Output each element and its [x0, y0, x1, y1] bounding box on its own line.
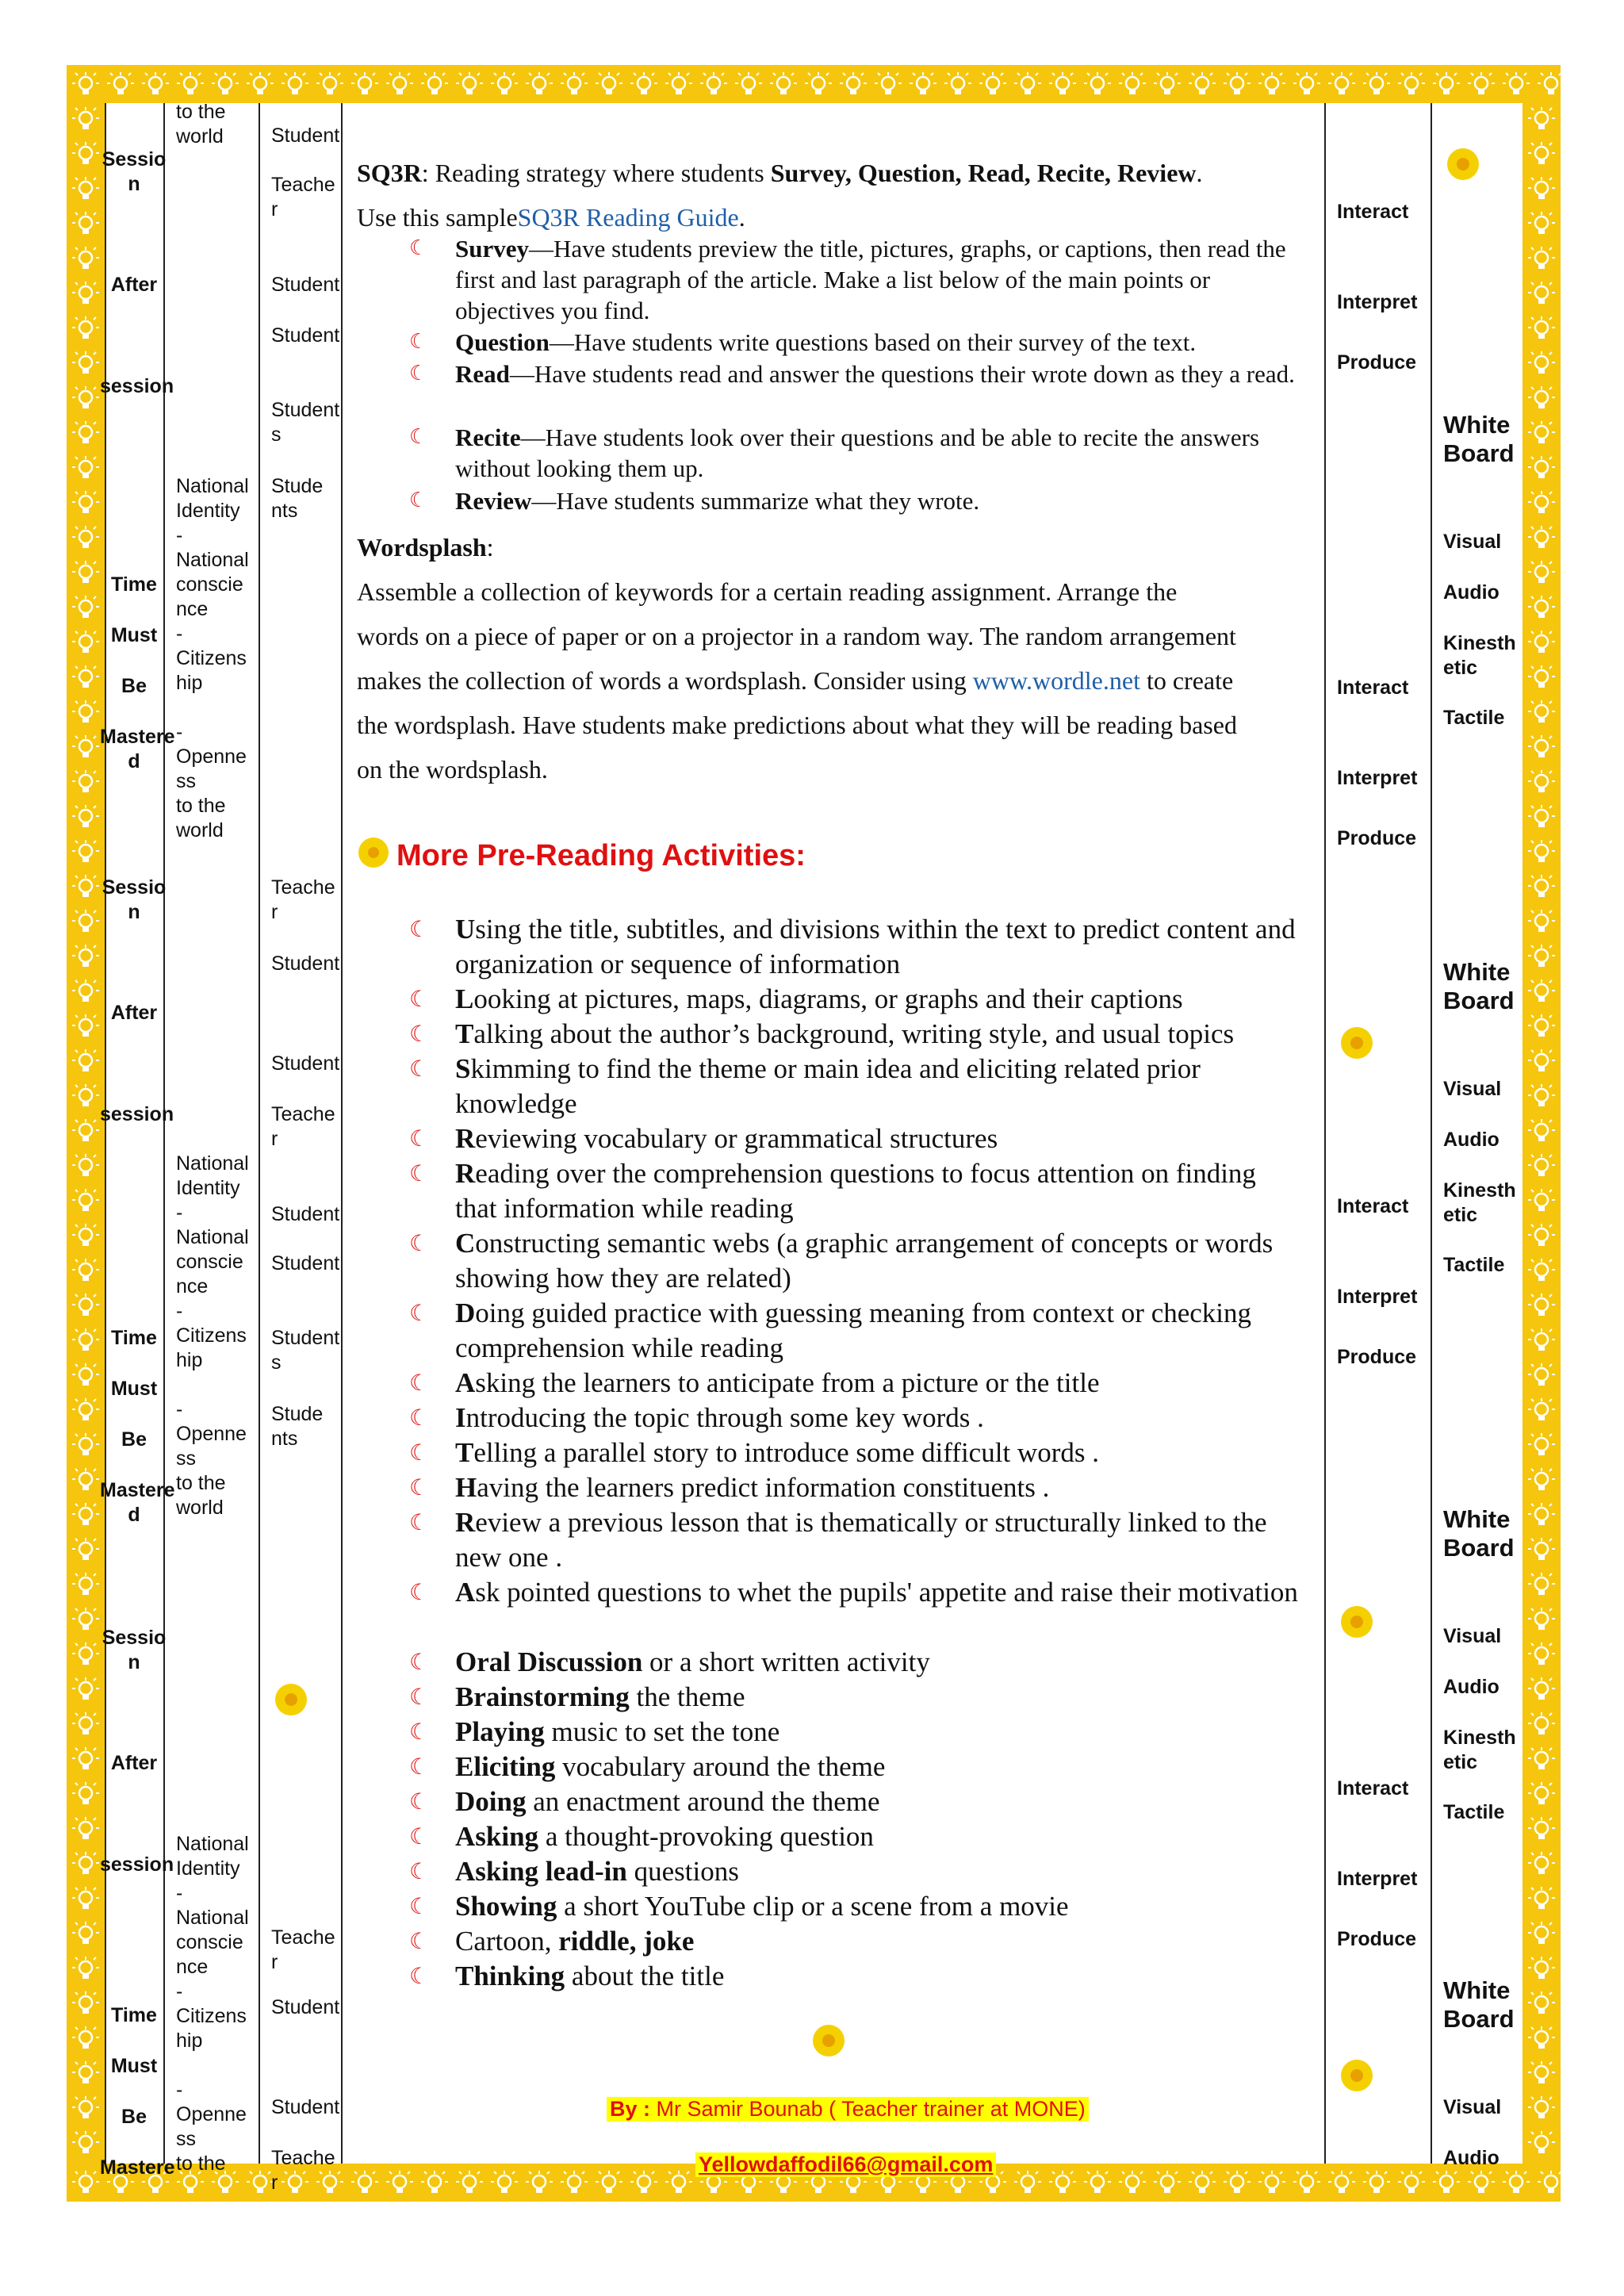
- daffodil-icon: [355, 834, 392, 871]
- materials-cell: Visual: [1443, 1625, 1502, 1647]
- activity-item: ☾ Talking about the author’s background, writing style, and usual topics: [455, 1017, 1304, 1052]
- roles-cell: Student: [271, 1252, 340, 1274]
- activity-item: ☾ Thinking about the title: [455, 1959, 1304, 1994]
- crescent-bullet-icon: ☾: [409, 1684, 430, 1710]
- materials-cell: Audio: [1443, 581, 1500, 604]
- roles-cell: Student s: [271, 399, 340, 446]
- daffodil-icon: [1337, 1023, 1377, 1063]
- sq3r-intro: SQ3R: Reading strategy where students Survey, Question, Read, Recite, Review.: [357, 159, 1203, 187]
- materials-cell: Visual: [1443, 531, 1502, 553]
- activity-item: ☾ Cartoon, riddle, joke: [455, 1924, 1304, 1959]
- crescent-bullet-icon: ☾: [409, 1056, 430, 1082]
- wordsplash-line: words on a piece of paper or on a projector in a random way. The random arrangement: [357, 622, 1236, 650]
- crescent-bullet-icon: ☾: [409, 425, 428, 449]
- activity-item: ☾ Playing music to set the tone: [455, 1715, 1304, 1750]
- sq3r-step: ☾ Survey—Have students preview the title, pictures, graphs, or captions, then read the first and last paragraph of the article. Make a list below of the main points or objectives you find.: [409, 235, 1286, 324]
- stage-cell: Mastere d: [100, 1479, 175, 1526]
- interaction-cell: Interact: [1337, 1777, 1409, 1800]
- materials-cell: Audio: [1443, 1129, 1500, 1151]
- crescent-bullet-icon: ☾: [409, 1160, 430, 1186]
- roles-cell: Student: [271, 2096, 340, 2118]
- interaction-cell: Produce: [1337, 1346, 1417, 1368]
- crescent-bullet-icon: ☾: [409, 1823, 430, 1849]
- crescent-bullet-icon: ☾: [409, 1649, 430, 1675]
- wordsplash-line: makes the collection of words a wordsplash. Consider using www.wordle.net to create: [357, 666, 1234, 695]
- materials-cell: White Board: [1443, 1505, 1515, 1562]
- activity-item: ☾ Telling a parallel story to introduce some difficult words .: [455, 1435, 1304, 1470]
- materials-cell: Audio: [1443, 1676, 1500, 1698]
- crescent-bullet-icon: ☾: [409, 1405, 430, 1431]
- crescent-bullet-icon: ☾: [409, 1300, 430, 1326]
- sq3r-step: ☾ Recite—Have students look over their questions and be able to recite the answers without looking them up.: [409, 424, 1260, 482]
- crescent-bullet-icon: ☾: [409, 1509, 430, 1535]
- crescent-bullet-icon: ☾: [409, 1963, 430, 1989]
- interaction-cell: Produce: [1337, 827, 1417, 849]
- stage-cell: After: [110, 1752, 158, 1774]
- roles-cell: Student: [271, 324, 340, 347]
- roles-cell: Student: [271, 125, 340, 147]
- crescent-bullet-icon: ☾: [409, 1858, 430, 1884]
- stage-cell: session: [100, 375, 174, 397]
- wordsplash-line: on the wordsplash.: [357, 755, 548, 784]
- activity-item: ☾ Oral Discussion or a short written activity: [455, 1645, 1304, 1680]
- roles-cell: Teache r: [271, 1926, 335, 1973]
- table-rule-4: [1324, 103, 1326, 2164]
- wordsplash-title: Wordsplash:: [357, 533, 494, 562]
- crescent-bullet-icon: ☾: [409, 362, 428, 385]
- crescent-bullet-icon: ☾: [409, 1754, 430, 1780]
- activity-item: ☾ Asking the learners to anticipate from a picture or the title: [455, 1366, 1304, 1401]
- materials-cell: Kinesth etic: [1443, 1179, 1516, 1226]
- roles-cell: Student: [271, 1996, 340, 2018]
- stage-cell: Mastere: [100, 2156, 175, 2179]
- activity-item: ☾ Brainstorming the theme: [455, 1680, 1304, 1715]
- interaction-cell: Interpret: [1337, 1286, 1418, 1308]
- materials-cell: Kinesth etic: [1443, 1727, 1516, 1773]
- crescent-bullet-icon: ☾: [409, 1928, 430, 1954]
- wordsplash-line: the wordsplash. Have students make predictions about what they will be reading based: [357, 711, 1237, 739]
- roles-cell: Student: [271, 274, 340, 296]
- stage-cell: Be: [121, 675, 147, 697]
- materials-cell: Visual: [1443, 2096, 1502, 2118]
- sq3r-sample: Use this sampleSQ3R Reading Guide.: [357, 203, 745, 232]
- activity-item: ☾ Constructing semantic webs (a graphic arrangement of concepts or words showing how they are related): [409, 1228, 1274, 1294]
- wordle-link[interactable]: www.wordle.net: [972, 666, 1140, 695]
- stage-cell: Must: [110, 624, 158, 646]
- values-cell: National Identity - National conscie nce - Citizens hip - Openne ss to the: [176, 1833, 249, 2175]
- materials-cell: Visual: [1443, 1078, 1502, 1100]
- stage-cell: Be: [121, 1428, 147, 1451]
- stage-cell: Mastere d: [100, 726, 175, 772]
- stage-cell: Be: [121, 2106, 147, 2128]
- crescent-bullet-icon: ☾: [409, 1788, 430, 1815]
- roles-cell: Stude nts: [271, 1403, 324, 1450]
- wordsplash-line: Assemble a collection of keywords for a certain reading assignment. Arrange the: [357, 577, 1178, 606]
- crescent-bullet-icon: ☾: [409, 489, 428, 512]
- stage-cell: After: [110, 1002, 158, 1024]
- activity-item: ☾ Using the title, subtitles, and divisions within the text to predict content and organization or sequence of information: [409, 914, 1296, 979]
- values-cell: to the world: [176, 101, 226, 148]
- interaction-cell: Interact: [1337, 1195, 1409, 1217]
- stage-cell: session: [100, 1853, 174, 1876]
- sq3r-step: ☾ Read—Have students read and answer the questions their wrote down as they a read.: [409, 360, 1295, 388]
- materials-cell: White Board: [1443, 411, 1515, 467]
- author-byline: By : Mr Samir Bounab ( Teacher trainer at MONE): [607, 2097, 1089, 2122]
- activity-item: ☾ Asking lead-in questions: [455, 1854, 1304, 1889]
- interaction-cell: Interpret: [1337, 291, 1418, 313]
- materials-cell: White Board: [1443, 958, 1515, 1014]
- activity-item: ☾ Doing guided practice with guessing meaning from context or checking comprehension while reading: [409, 1297, 1252, 1363]
- activity-item: ☾ Looking at pictures, maps, diagrams, or graphs and their captions: [455, 982, 1304, 1017]
- values-cell: National Identity - National conscie nce - Citizens hip - Openne ss to the world: [176, 475, 249, 841]
- crescent-bullet-icon: ☾: [409, 1474, 430, 1501]
- interaction-cell: Produce: [1337, 1928, 1417, 1950]
- crescent-bullet-icon: ☾: [409, 916, 430, 942]
- stage-cell: Must: [110, 2055, 158, 2077]
- crescent-bullet-icon: ☾: [409, 986, 430, 1012]
- stage-cell: session: [100, 1103, 174, 1125]
- stage-cell: Time: [111, 2004, 157, 2026]
- interaction-cell: Interact: [1337, 677, 1409, 699]
- materials-cell: Tactile: [1443, 1801, 1505, 1823]
- table-rule-5: [1431, 103, 1432, 2164]
- daffodil-icon: [1337, 1602, 1377, 1642]
- activity-item: ☾ Showing a short YouTube clip or a scene from a movie: [455, 1889, 1304, 1924]
- activity-item: ☾ Eliciting vocabulary around the theme: [455, 1750, 1304, 1784]
- sq3r-step: ☾ Review—Have students summarize what they wrote.: [409, 487, 980, 515]
- activity-item: ☾ Introducing the topic through some key words .: [455, 1401, 1304, 1435]
- materials-cell: Tactile: [1443, 1254, 1505, 1276]
- roles-cell: Student: [271, 953, 340, 975]
- values-cell: National Identity - National conscie nce - Citizens hip - Openne ss to the world: [176, 1152, 249, 1519]
- materials-cell: Tactile: [1443, 707, 1505, 729]
- crescent-bullet-icon: ☾: [409, 330, 428, 354]
- materials-cell: Kinesth etic: [1443, 632, 1516, 679]
- interaction-cell: Interpret: [1337, 767, 1418, 789]
- crescent-bullet-icon: ☾: [409, 1230, 430, 1256]
- table-rule-2: [259, 103, 260, 2164]
- stage-cell: Sessio n: [102, 876, 167, 923]
- daffodil-icon: [1337, 2056, 1377, 2095]
- stage-cell: After: [110, 274, 158, 296]
- activity-item: ☾ Reading over the comprehension questions to focus attention on finding that information while reading: [409, 1158, 1256, 1224]
- sq3r-step: ☾ Question—Have students write questions based on their survey of the text.: [409, 328, 1197, 356]
- crescent-bullet-icon: ☾: [409, 1439, 430, 1466]
- roles-cell: Stude nts: [271, 475, 324, 522]
- activity-item: ☾ Doing an enactment around the theme: [455, 1784, 1304, 1819]
- stage-cell: Sessio n: [102, 148, 167, 195]
- author-email-link[interactable]: Yellowdaffodil66@gmail.com: [695, 2152, 996, 2177]
- activity-item: ☾ Reviewing vocabulary or grammatical structures: [455, 1121, 1304, 1156]
- daffodil-icon: [1443, 144, 1483, 184]
- stage-cell: Must: [110, 1378, 158, 1400]
- activity-item: ☾ Ask pointed questions to whet the pupils' appetite and raise their motivation: [455, 1575, 1304, 1610]
- roles-cell: Teache r: [271, 876, 335, 923]
- activity-item: ☾ Skimming to find the theme or main idea and eliciting related prior knowledge: [409, 1053, 1201, 1119]
- roles-cell: Student: [271, 1052, 340, 1075]
- materials-cell: Audio: [1443, 2147, 1500, 2169]
- materials-cell: White Board: [1443, 1976, 1515, 2033]
- interaction-cell: Interpret: [1337, 1868, 1418, 1890]
- daffodil-icon: [809, 2021, 848, 2060]
- roles-cell: Teache r: [271, 2147, 335, 2194]
- crescent-bullet-icon: ☾: [409, 1579, 430, 1605]
- roles-cell: Student: [271, 1203, 340, 1225]
- crescent-bullet-icon: ☾: [409, 236, 428, 260]
- roles-cell: Teache r: [271, 174, 335, 220]
- roles-cell: Student s: [271, 1327, 340, 1374]
- crescent-bullet-icon: ☾: [409, 1370, 430, 1396]
- crescent-bullet-icon: ☾: [409, 1893, 430, 1919]
- crescent-bullet-icon: ☾: [409, 1719, 430, 1745]
- crescent-bullet-icon: ☾: [409, 1125, 430, 1152]
- activity-item: ☾ Review a previous lesson that is thematically or structurally linked to the new one .: [409, 1507, 1267, 1573]
- interaction-cell: Produce: [1337, 351, 1417, 374]
- activity-item: ☾ Having the learners predict information constituents .: [455, 1470, 1304, 1505]
- interaction-cell: Interact: [1337, 201, 1409, 223]
- section-heading: More Pre-Reading Activities:: [396, 839, 806, 872]
- crescent-bullet-icon: ☾: [409, 1021, 430, 1047]
- roles-cell: Teache r: [271, 1103, 335, 1150]
- sq3r-guide-link[interactable]: SQ3R Reading Guide: [517, 203, 739, 232]
- stage-cell: Sessio n: [102, 1627, 167, 1673]
- activity-item: ☾ Asking a thought-provoking question: [455, 1819, 1304, 1854]
- stage-cell: Time: [111, 1327, 157, 1349]
- daffodil-icon: [271, 1680, 311, 1719]
- stage-cell: Time: [111, 573, 157, 596]
